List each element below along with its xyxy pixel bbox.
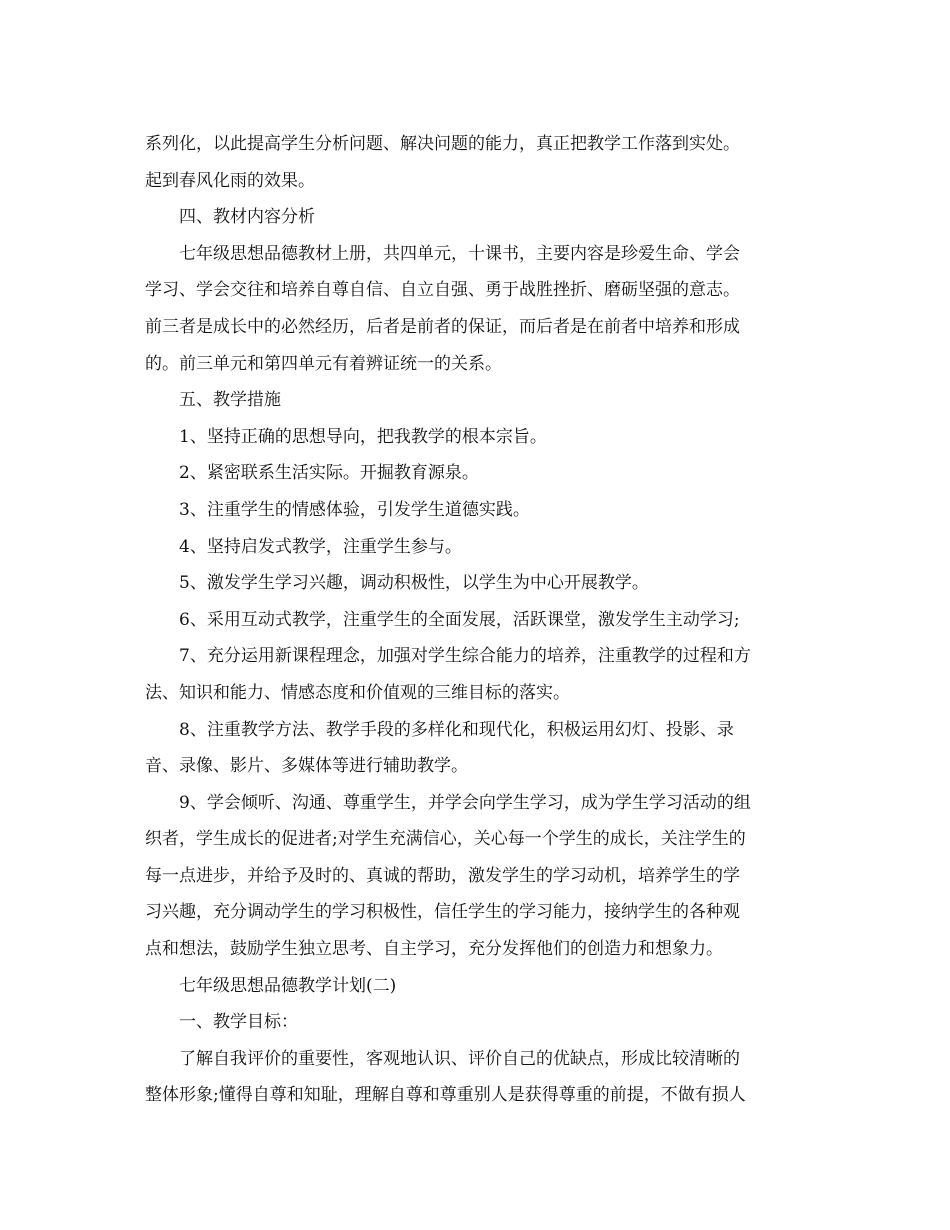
text-line: 2、紧密联系生活实际。开掘教育源泉。 xyxy=(179,463,479,484)
text-line: 一、教学目标： xyxy=(179,1012,298,1033)
text-line: 五、教学措施 xyxy=(179,390,281,411)
text-line: 学习、学会交往和培养自尊自信、自立自强、勇于战胜挫折、磨砺坚强的意志。 xyxy=(145,280,740,301)
document-body xyxy=(145,126,815,1114)
text-line: 每一点进步，并给予及时的、真诚的帮助，激发学生的学习动机，培养学生的学 xyxy=(145,865,740,886)
text-line: 3、注重学生的情感体验，引发学生道德实践。 xyxy=(179,499,530,520)
text-line: 整体形象;懂得自尊和知耻，理解自尊和尊重别人是获得尊重的前提，不做有损人 xyxy=(145,1085,746,1106)
text-line: 6、采用互动式教学，注重学生的全面发展，活跃课堂，激发学生主动学习; xyxy=(179,609,740,630)
text-line: 的。前三单元和第四单元有着辨证统一的关系。 xyxy=(145,353,502,374)
text-line: 了解自我评价的重要性，客观地认识、评价自己的优缺点，形成比较清晰的 xyxy=(179,1048,740,1069)
text-line: 7、充分运用新课程理念，加强对学生综合能力的培养，注重教学的过程和方 xyxy=(179,646,751,667)
text-line: 点和想法，鼓励学生独立思考、自主学习，充分发挥他们的创造力和想象力。 xyxy=(145,939,723,960)
text-line: 1、坚持正确的思想导向，把我教学的根本宗旨。 xyxy=(179,426,547,447)
text-line: 法、知识和能力、情感态度和价值观的三维目标的落实。 xyxy=(145,682,570,703)
text-line: 习兴趣，充分调动学生的学习积极性，信任学生的学习能力，接纳学生的各种观 xyxy=(145,902,740,923)
text-line: 4、坚持启发式教学，注重学生参与。 xyxy=(179,536,462,557)
text-line: 织者，学生成长的促进者;对学生充满信心，关心每一个学生的成长，关注学生的 xyxy=(145,829,746,850)
text-line: 四、教材内容分析 xyxy=(179,207,315,228)
text-line: 起到春风化雨的效果。 xyxy=(145,170,315,191)
text-line: 音、录像、影片、多媒体等进行辅助教学。 xyxy=(145,756,468,777)
text-line: 9、学会倾听、沟通、尊重学生，并学会向学生学习，成为学生学习活动的组 xyxy=(179,792,751,813)
text-line: 5、激发学生学习兴趣，调动积极性，以学生为中心开展教学。 xyxy=(179,573,649,594)
text-line: 8、注重教学方法、教学手段的多样化和现代化，积极运用幻灯、投影、录 xyxy=(179,719,734,740)
text-line: 七年级思想品德教材上册，共四单元，十课书，主要内容是珍爱生命、学会 xyxy=(179,243,740,264)
text-line: 七年级思想品德教学计划(二) xyxy=(179,975,397,996)
text-line: 系列化，以此提高学生分析问题、解决问题的能力，真正把教学工作落到实处。 xyxy=(145,134,740,154)
text-line: 前三者是成长中的必然经历，后者是前者的保证，而后者是在前者中培养和形成 xyxy=(145,316,740,337)
